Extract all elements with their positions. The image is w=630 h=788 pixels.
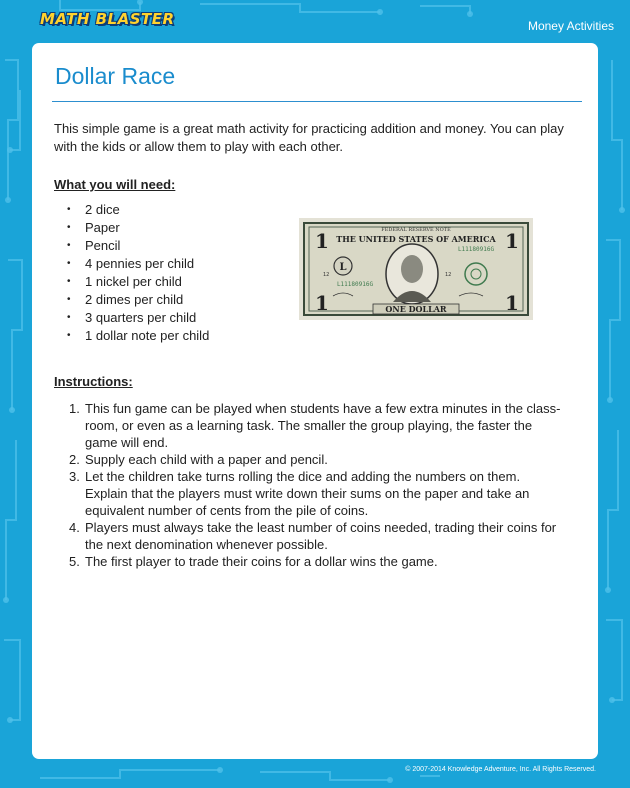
header-bar bbox=[0, 0, 630, 42]
bill-portrait-head bbox=[401, 255, 423, 283]
step-text: The first player to trade their coins for a dollar wins the game. bbox=[85, 554, 438, 569]
list-item: • Pencil bbox=[56, 237, 209, 255]
list-item bbox=[54, 553, 564, 570]
bill-corner-tr: 1 bbox=[505, 229, 519, 253]
list-item bbox=[54, 519, 564, 553]
content-card bbox=[32, 43, 598, 759]
list-item: • 4 pennies per child bbox=[56, 255, 209, 273]
bill-corner-bl: 1 bbox=[315, 291, 329, 315]
list-item: • 2 dice bbox=[56, 201, 209, 219]
step-text: This fun game can be played when students have a few extra minutes in the class-room, or even as a learning task. The smaller the group playing, the faster the game will end. bbox=[85, 401, 561, 450]
page-title: Dollar Race bbox=[55, 63, 176, 89]
dollar-bill-image bbox=[299, 218, 533, 320]
instructions-list bbox=[54, 400, 564, 570]
step-number: 1. bbox=[69, 401, 80, 416]
copyright-footer: © 2007-2014 Knowledge Adventure, Inc. All Rights Reserved. bbox=[405, 766, 596, 773]
math-blaster-logo[interactable]: MATH BLASTER bbox=[40, 10, 175, 28]
bill-district-letter: L bbox=[339, 262, 347, 273]
bill-series-number-right: 12 bbox=[445, 272, 452, 278]
category-label: Money Activities bbox=[527, 19, 614, 33]
list-item: • 1 nickel per child bbox=[56, 273, 209, 291]
instructions-heading: Instructions: bbox=[54, 374, 133, 389]
bill-serial-top: L11180916G bbox=[457, 246, 495, 253]
list-item bbox=[54, 400, 564, 451]
step-number: 4. bbox=[69, 520, 80, 535]
step-text: Players must always take the least number of coins needed, trading their coins for the next denomination whenever possible. bbox=[85, 520, 557, 552]
list-item: • 3 quarters per child bbox=[56, 309, 209, 327]
bill-country: THE UNITED STATES OF AMERICA bbox=[336, 234, 496, 244]
bill-serial-bottom: L11180916G bbox=[336, 281, 374, 288]
title-divider bbox=[52, 101, 582, 102]
list-item: • Paper bbox=[56, 219, 209, 237]
step-number: 2. bbox=[69, 452, 80, 467]
bill-bottom-banner: ONE DOLLAR bbox=[385, 304, 447, 314]
bill-series-number-left: 12 bbox=[323, 272, 330, 278]
step-number: 3. bbox=[69, 469, 80, 484]
list-item: • 1 dollar note per child bbox=[56, 327, 209, 345]
bill-corner-br: 1 bbox=[505, 291, 519, 315]
intro-paragraph: This simple game is a great math activity for practicing addition and money. You can play with the kids or allow them to play with each other. bbox=[54, 121, 564, 154]
bill-corner-tl: 1 bbox=[315, 229, 329, 253]
list-item: • 2 dimes per child bbox=[56, 291, 209, 309]
step-number: 5. bbox=[69, 554, 80, 569]
bill-top-banner: FEDERAL RESERVE NOTE bbox=[381, 227, 451, 233]
list-item bbox=[54, 451, 564, 468]
step-text: Supply each child with a paper and pencil. bbox=[85, 452, 328, 467]
step-text: Let the children take turns rolling the dice and adding the numbers on them. Explain that the players must write down their sums on the paper and take an equivalent number of cents from the pile of coins. bbox=[85, 469, 530, 518]
list-item bbox=[54, 468, 564, 519]
needs-list bbox=[56, 201, 209, 345]
needs-heading: What you will need: bbox=[54, 177, 176, 192]
